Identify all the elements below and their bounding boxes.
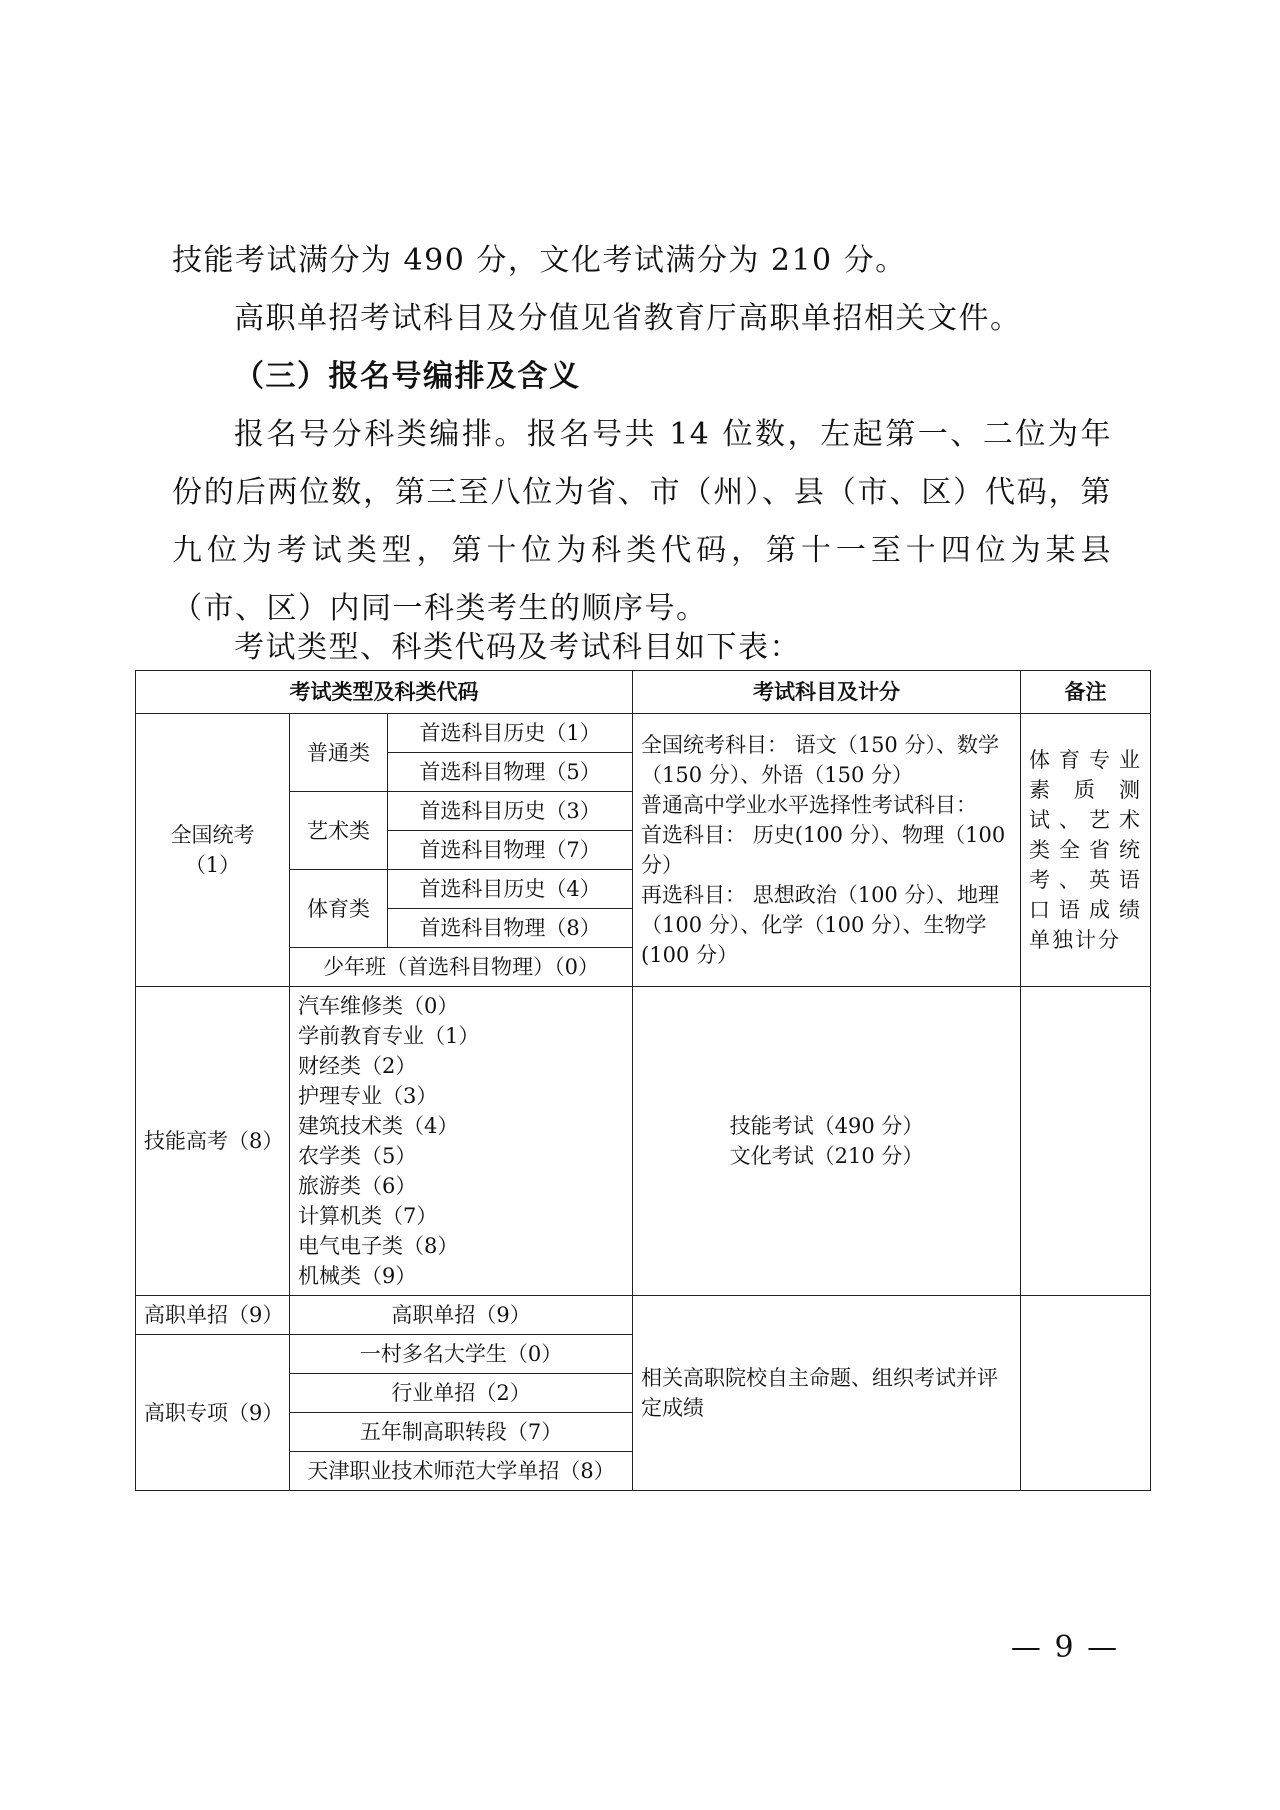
paragraph-vocational-subjects: 高职单招考试科目及分值见省教育厅高职单招相关文件。: [234, 301, 1022, 336]
section-heading: （三）报名号编排及含义: [234, 359, 581, 394]
major-item: 建筑技术类（4）: [298, 1114, 459, 1138]
vocational-subjects: 相关高职院校自主命题、组织考试并评定成绩: [633, 1296, 1021, 1491]
skills-exam-type: 技能高考（8）: [136, 987, 290, 1296]
table-row: [136, 714, 1151, 753]
national-subject-line: 普通高中学业水平选择性考试科目：: [641, 793, 978, 817]
vocational-single-sub: 高职单招（9）: [290, 1296, 633, 1335]
youth-class: 少年班（首选科目物理）（0）: [290, 948, 633, 987]
skills-subjects-cell: [633, 987, 1021, 1296]
major-item: 财经类（2）: [298, 1054, 417, 1078]
skills-remark: [1021, 987, 1151, 1296]
vocational-remark: [1021, 1296, 1151, 1491]
national-remark: 体育专业素质测试、艺术类全省统考、英语口语成绩单独计分: [1021, 714, 1151, 987]
sub-category: 首选科目物理（5）: [388, 753, 633, 792]
page-number: — 9 —: [1010, 1630, 1120, 1665]
major-item: 旅游类（6）: [298, 1174, 417, 1198]
sub-category: 首选科目历史（3）: [388, 792, 633, 831]
national-subject-line: 首选科目： 历史(100 分）、物理（100 分）: [641, 823, 1006, 877]
vocational-special-sub: 五年制高职转段（7）: [290, 1413, 633, 1452]
table-row: [136, 987, 1151, 1296]
sub-category: 首选科目历史（4）: [388, 870, 633, 909]
header-remarks: 备注: [1021, 671, 1151, 714]
vocational-special-sub: 天津职业技术师范大学单招（8）: [290, 1452, 633, 1491]
major-item: 农学类（5）: [298, 1144, 417, 1168]
header-exam-type: 考试类型及科类代码: [136, 671, 633, 714]
sub-category: 首选科目物理（8）: [388, 909, 633, 948]
vocational-single-type: 高职单招（9）: [136, 1296, 290, 1335]
national-exam-cell: [136, 714, 290, 987]
national-subject-line: 再选科目： 思想政治（100 分）、地理（100 分）、化学（100 分）、生物学(100 分）: [641, 883, 999, 967]
skills-subject-line: 技能考试（490 分）: [729, 1114, 924, 1138]
group-art: 艺术类: [290, 792, 388, 870]
major-item: 电气电子类（8）: [298, 1234, 459, 1258]
paragraph-table-intro: 考试类型、科类代码及考试科目如下表：: [234, 630, 801, 665]
major-item: 护理专业（3）: [298, 1084, 438, 1108]
exam-type-table: [135, 670, 1151, 1491]
major-item: 机械类（9）: [298, 1264, 417, 1288]
skills-subject-line: 文化考试（210 分）: [729, 1144, 924, 1168]
major-item: 学前教育专业（1）: [298, 1024, 480, 1048]
sub-category: 首选科目历史（1）: [388, 714, 633, 753]
skills-majors-cell: [290, 987, 633, 1296]
table-row: [136, 1296, 1151, 1335]
national-exam-code: （1）: [184, 853, 241, 877]
table-header-row: [136, 671, 1151, 714]
national-exam-type: 全国统考: [170, 823, 255, 847]
group-sports: 体育类: [290, 870, 388, 948]
header-subjects: 考试科目及计分: [633, 671, 1021, 714]
major-item: 计算机类（7）: [298, 1204, 438, 1228]
national-subject-line: 全国统考科目： 语文（150 分）、数学（150 分）、外语（150 分）: [641, 733, 999, 787]
vocational-special-sub: 一村多名大学生（0）: [290, 1335, 633, 1374]
group-general: 普通类: [290, 714, 388, 792]
sub-category: 首选科目物理（7）: [388, 831, 633, 870]
vocational-special-type: 高职专项（9）: [136, 1335, 290, 1491]
major-item: 汽车维修类（0）: [298, 994, 459, 1018]
paragraph-skill-exam-scores: 技能考试满分为 490 分，文化考试满分为 210 分。: [172, 243, 907, 278]
paragraph-registration-number: 报名号分科类编排。报名号共 14 位数，左起第一、二位为年份的后两位数，第三至八位为省、市（州）、县（市、区）代码，第九位为考试类型，第十位为科类代码，第十一至十四位为某县（市、区）内同一科类考生的顺序号。: [172, 417, 1112, 626]
national-subjects-cell: [633, 714, 1021, 987]
vocational-special-sub: 行业单招（2）: [290, 1374, 633, 1413]
